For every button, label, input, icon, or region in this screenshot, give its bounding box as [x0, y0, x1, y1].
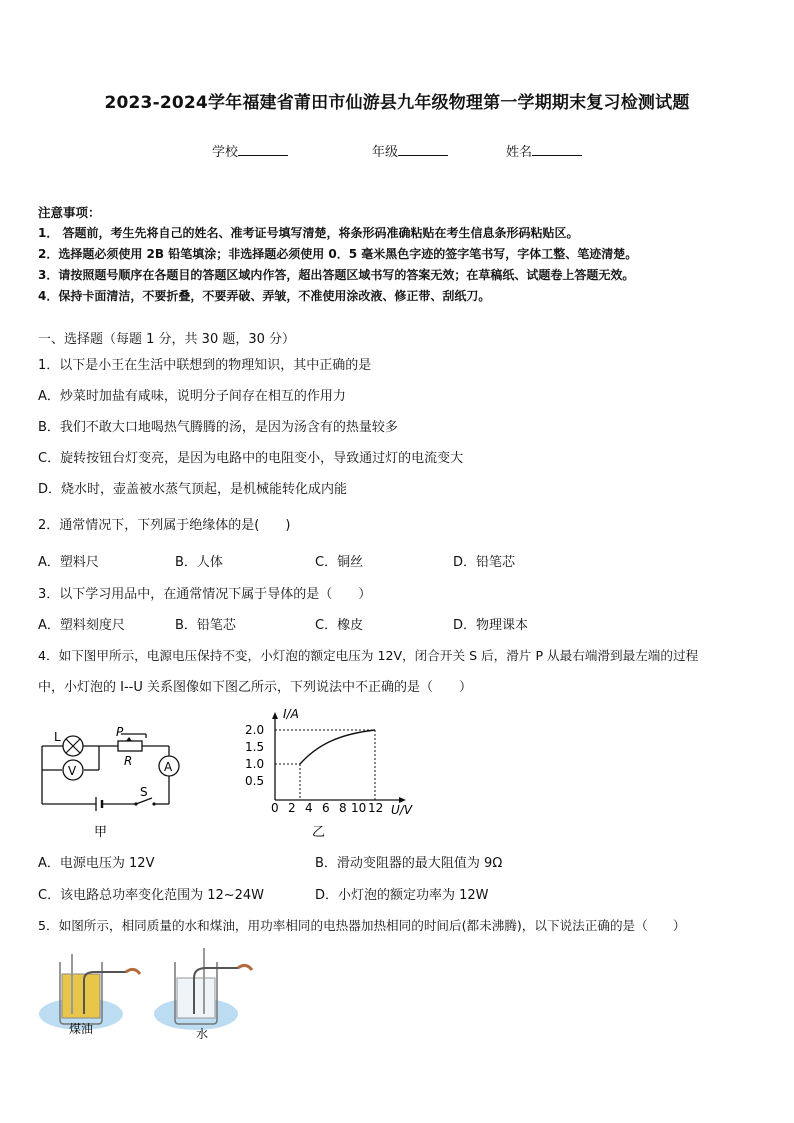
note-item: 1． 答题前，考生先将自己的姓名、准考证号填写清楚，将条形码准确粘贴在考生信息条形码粘贴区。 — [38, 226, 579, 240]
x-tick-label: 8 — [339, 801, 347, 815]
beakers-figure — [36, 944, 266, 1044]
question-2-option-a: A．塑料尺 — [38, 555, 99, 570]
iu-curve — [300, 730, 375, 764]
x-tick-label: 10 — [351, 801, 367, 815]
question-4-stem-line2: 中，小灯泡的 I--U 关系图像如下图乙所示，下列说法中不正确的是（ ） — [38, 680, 472, 695]
grade-blank — [398, 143, 448, 156]
y-tick-label: 0.5 — [245, 774, 265, 788]
question-1-option-d: D．烧水时，壶盖被水蒸气顶起，是机械能转化成内能 — [38, 482, 348, 497]
note-item: 4．保持卡面清洁，不要折叠，不要弄破、弄皱，不准使用涂改液、修正带、刮纸刀。 — [38, 289, 491, 303]
kerosene-label: 煤油 — [69, 1022, 94, 1036]
kerosene-beaker-icon — [60, 954, 140, 1024]
x-tick-label: 12 — [368, 801, 384, 815]
question-4-option-a: A．电源电压为 12V — [38, 856, 155, 871]
name-field — [506, 141, 582, 160]
school-label: 学校 — [212, 145, 239, 160]
section-heading: 一、选择题（每题 1 分，共 30 题，30 分） — [38, 332, 296, 347]
battery-icon — [96, 797, 102, 811]
voltmeter-label: V — [68, 764, 77, 778]
question-4-option-d: D．小灯泡的额定功率为 12W — [315, 888, 489, 903]
slider-label: P — [116, 725, 124, 739]
x-tick-label: 4 — [305, 801, 313, 815]
circuit-diagram — [36, 724, 186, 844]
x-axis-label: U/V — [391, 803, 413, 817]
question-5-stem: 5．如图所示，相同质量的水和煤油，用功率相同的电热器加热相同的时间后(都未沸腾)，以下说法正确的是（ ） — [38, 918, 686, 933]
question-3-option-a: A．塑料刻度尺 — [38, 618, 125, 633]
question-1-stem: 1．以下是小王在生活中联想到的物理知识，其中正确的是 — [38, 358, 372, 373]
ammeter-label: A — [164, 760, 173, 774]
x-tick-label: 2 — [288, 801, 296, 815]
slider-arrow-icon — [126, 737, 132, 741]
y-tick-label: 1.0 — [245, 757, 265, 771]
question-4-stem-line1: 4．如下图甲所示，电源电压保持不变，小灯泡的额定电压为 12V，闭合开关 S 后，滑片 P 从最右端滑到最左端的过程 — [38, 648, 699, 663]
question-3-option-c: C．橡皮 — [315, 618, 364, 633]
school-blank — [238, 143, 288, 156]
question-2-stem: 2．通常情况下，下列属于绝缘体的是( ) — [38, 518, 291, 533]
question-2-option-b: B．人体 — [175, 555, 223, 570]
y-tick-label: 2.0 — [245, 723, 265, 737]
question-1-option-a: A．炒菜时加盐有咸味，说明分子间存在相互的作用力 — [38, 389, 346, 404]
question-3-option-d: D．物理课本 — [453, 618, 529, 633]
circuit-caption: 甲 — [94, 825, 108, 840]
iu-graph — [240, 706, 430, 846]
page-title: 2023-2024学年福建省莆田市仙游县九年级物理第一学期期末复习检测试题 — [104, 93, 690, 113]
question-4-option-b: B．滑动变阻器的最大阻值为 9Ω — [315, 856, 503, 871]
y-tick-label: 1.5 — [245, 740, 265, 754]
school-field — [212, 141, 288, 160]
x-tick-label: 6 — [322, 801, 330, 815]
y-axis-label: I/A — [283, 707, 299, 721]
water-label: 水 — [196, 1027, 209, 1041]
switch-label: S — [140, 785, 148, 799]
note-item: 3．请按照题号顺序在各题目的答题区域内作答，超出答题区域书写的答案无效；在草稿纸、试题卷上答题无效。 — [38, 268, 635, 282]
water-beaker-icon — [175, 948, 252, 1024]
question-2-option-c: C．铜丝 — [315, 555, 364, 570]
notes-title: 注意事项： — [38, 205, 101, 220]
name-blank — [532, 143, 582, 156]
note-item: 2．选择题必须使用 2B 铅笔填涂；非选择题必须使用 0．5 毫米黑色字迹的签字笔书写，字体工整、笔迹清楚。 — [38, 247, 638, 261]
x-tick-label: 0 — [271, 801, 279, 815]
graph-caption: 乙 — [312, 825, 326, 840]
name-label: 姓名 — [506, 145, 533, 160]
y-axis-arrow-icon — [272, 712, 278, 719]
rheostat-label: R — [124, 754, 133, 768]
question-2-option-d: D．铅笔芯 — [453, 555, 516, 570]
question-1-option-b: B．我们不敢大口地喝热气腾腾的汤，是因为汤含有的热量较多 — [38, 420, 398, 435]
question-4-option-c: C．该电路总功率变化范围为 12~24W — [38, 888, 265, 903]
question-3-stem: 3．以下学习用品中，在通常情况下属于导体的是（ ） — [38, 587, 372, 602]
question-1-option-c: C．旋转按钮台灯变亮，是因为电路中的电阻变小，导致通过灯的电流变大 — [38, 451, 464, 466]
grade-field — [372, 141, 448, 160]
lamp-label: L — [54, 730, 61, 744]
question-3-option-b: B．铅笔芯 — [175, 618, 236, 633]
grade-label: 年级 — [372, 145, 399, 160]
lamp-icon — [63, 736, 83, 756]
